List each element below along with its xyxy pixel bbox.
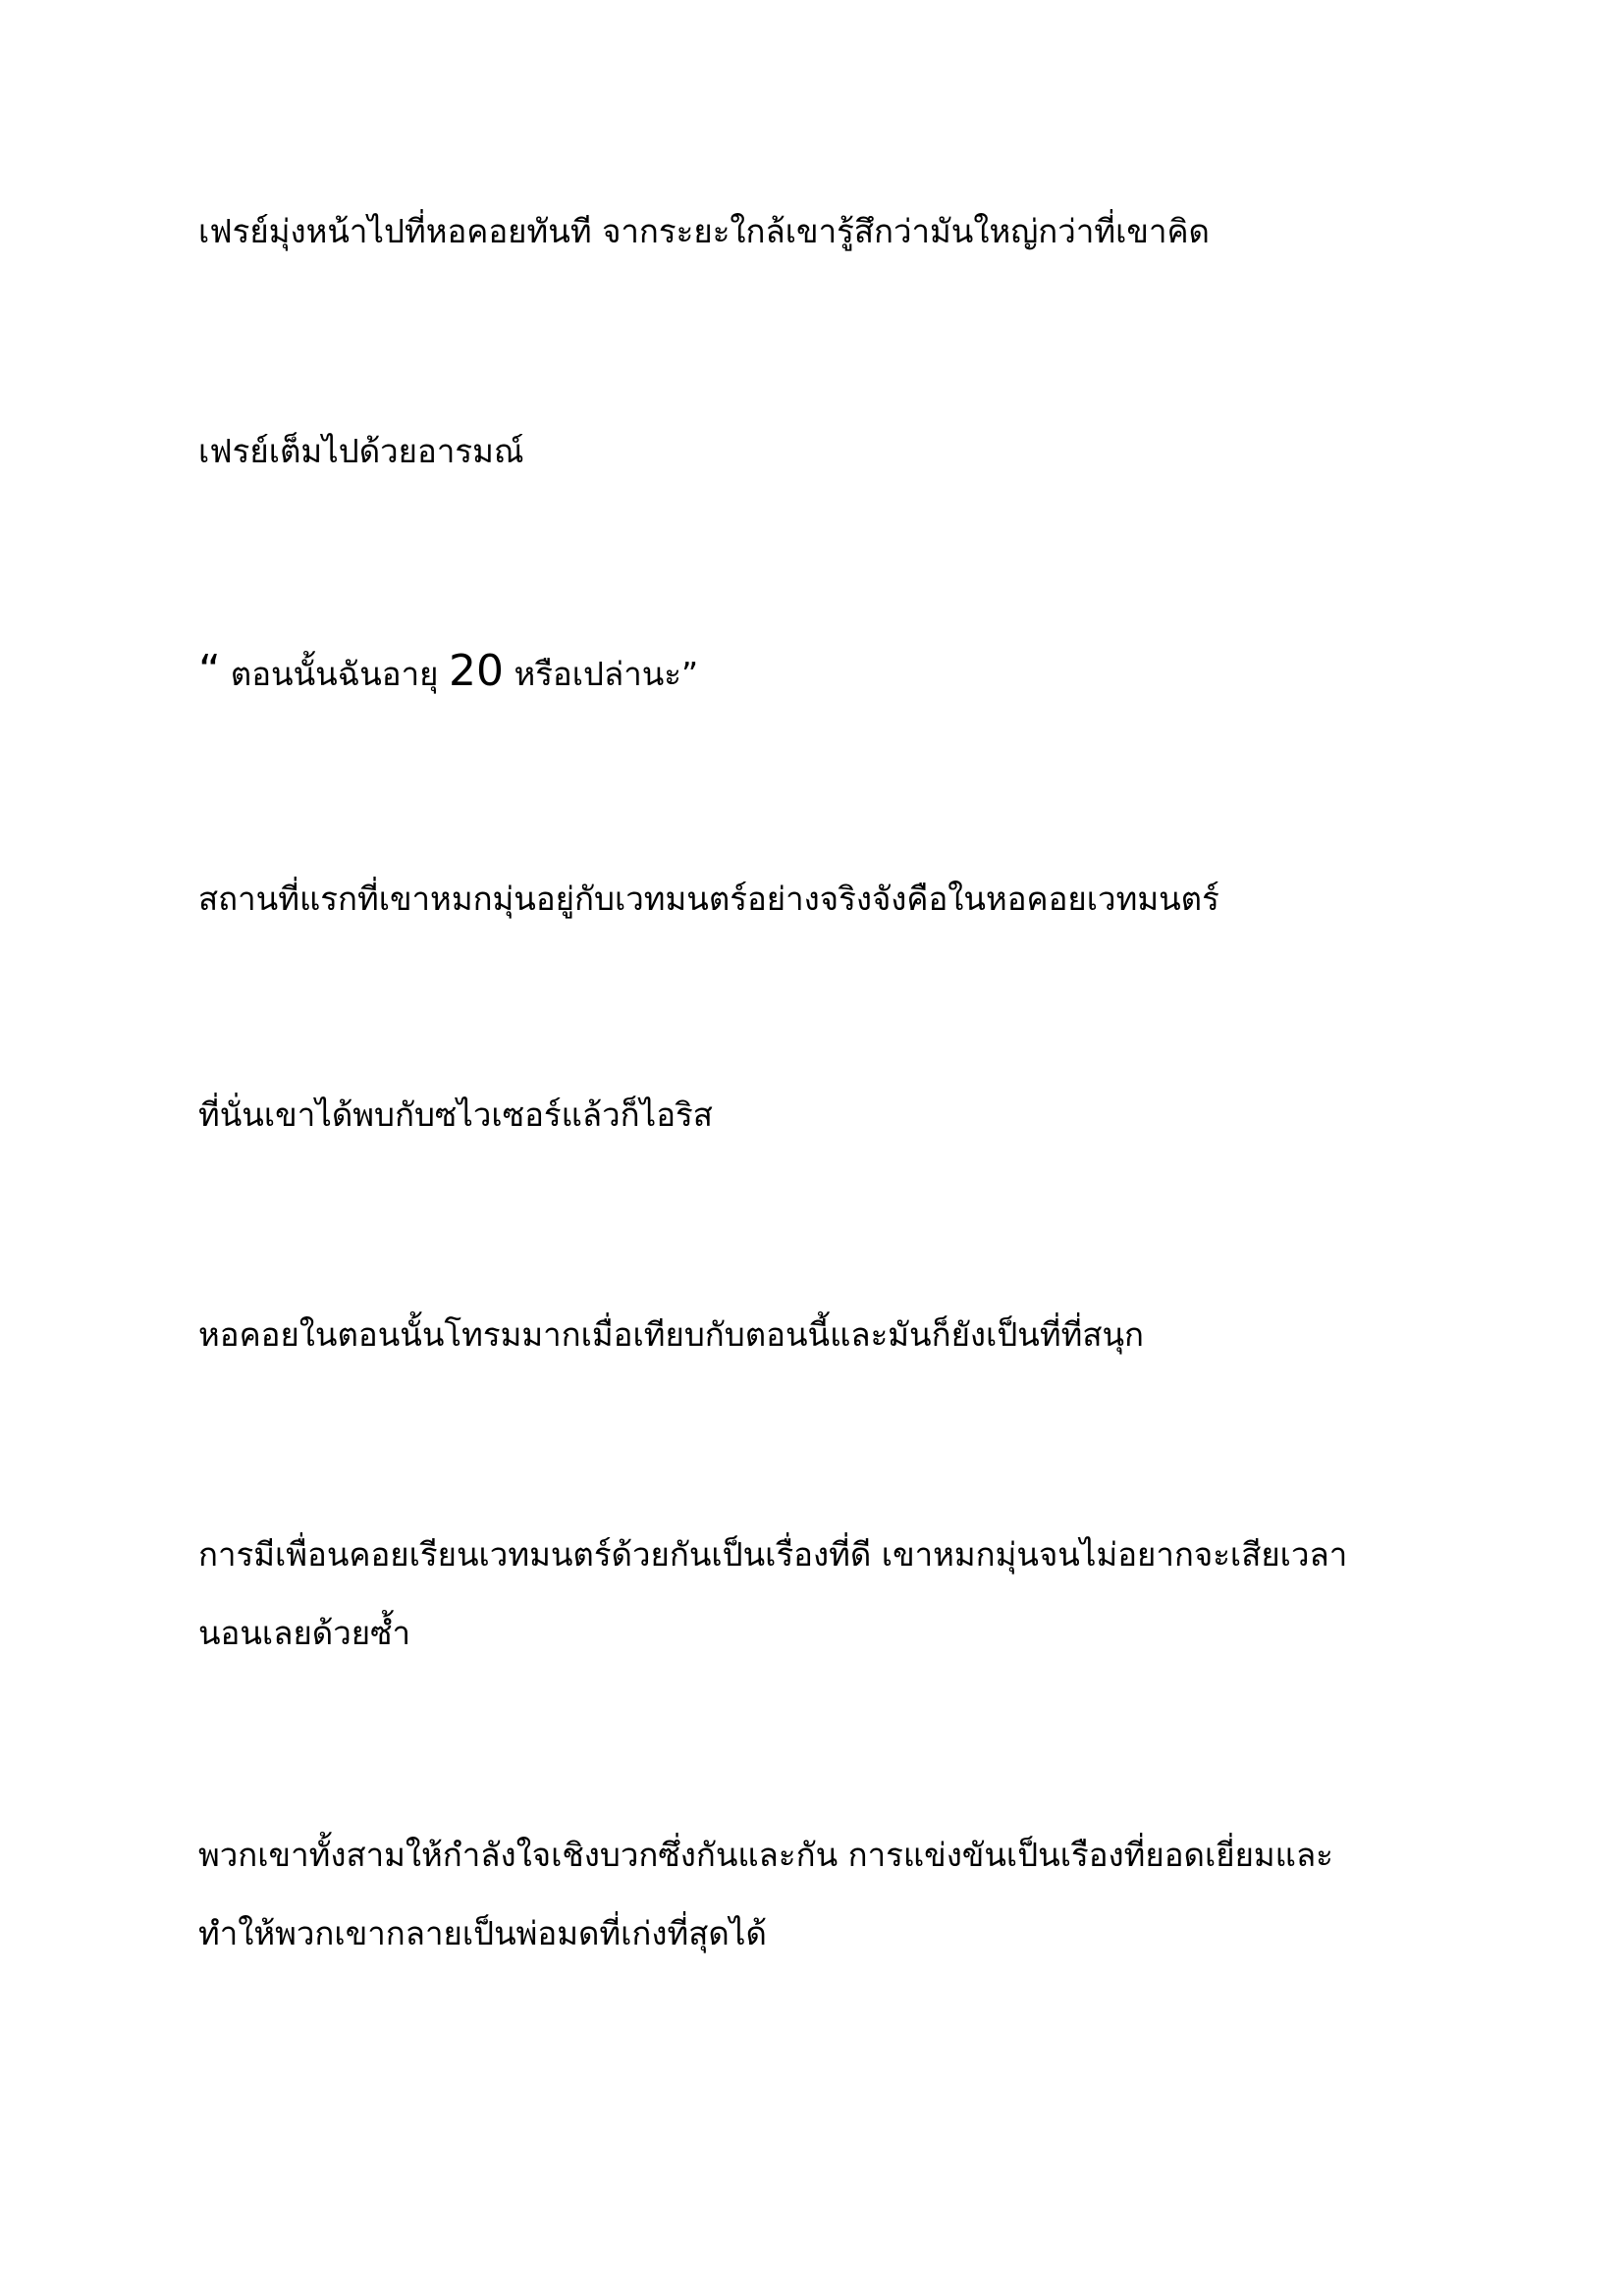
- paragraph-1: เฟรย์มุ่งหน้าไปที่หอคอยทันที จากระยะใกล้เขารู้สึกว่ามันใหญ่กว่าที่เขาคิด: [198, 212, 1210, 250]
- paragraph-4: สถานที่แรกที่เขาหมกมุ่นอยู่กับเวทมนตร์อย่างจริงจังคือในหอคอยเวทมนตร์: [198, 880, 1219, 918]
- paragraph-7-line-1: การมีเพื่อนคอยเรียนเวทมนตร์ด้วยกันเป็นเรื่องที่ดี เขาหมกมุ่นจนไม่อยากจะเสียเวลา: [198, 1535, 1348, 1574]
- paragraph-8-line-2: ทำให้พวกเขากลายเป็นพ่อมดที่เก่งที่สุดได้: [198, 1914, 767, 1952]
- paragraph-3-dialogue: [198, 632, 1475, 714]
- paragraph-8-line-1: พวกเขาทั้งสามให้กำลังใจเชิงบวกซึ่งกันและกัน การแข่งขันเป็นเรืองที่ยอดเยี่ยมและ: [198, 1836, 1333, 1874]
- paragraph-6: หอคอยในตอนนั้นโทรมมากเมื่อเทียบกับตอนนี้และมันก็ยังเป็นที่ที่สนุก: [198, 1315, 1145, 1354]
- age-number: 20: [448, 646, 504, 696]
- paragraph-7-line-2: นอนเลยด้วยซ้ำ: [198, 1614, 410, 1652]
- paragraph-7: [198, 1516, 1475, 1673]
- open-quote-mark: “: [198, 646, 221, 696]
- dialogue-text-start: ตอนนั้นฉันอายุ: [230, 655, 439, 693]
- paragraph-5: ที่นั่นเขาได้พบกับซไวเซอร์แล้วก็ไอริส: [198, 1095, 713, 1134]
- paragraph-2: เฟรย์เต็มไปด้วยอารมณ์: [198, 432, 524, 470]
- dialogue-text-end: หรือเปล่านะ”: [514, 655, 699, 693]
- paragraph-8: [198, 1816, 1475, 1973]
